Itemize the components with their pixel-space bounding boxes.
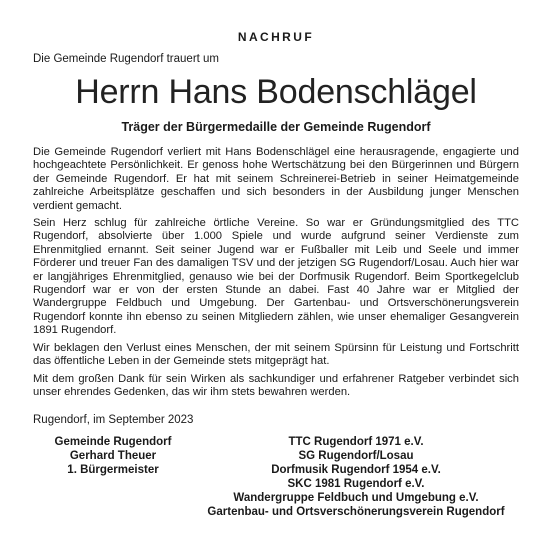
- intro-line: Die Gemeinde Rugendorf trauert um: [33, 53, 220, 65]
- signatory-line: Wandergruppe Feldbuch und Umgebung e.V.: [233, 492, 479, 504]
- signatory-line: SKC 1981 Rugendorf e.V.: [287, 478, 425, 490]
- signatory-line: Dorfmusik Rugendorf 1954 e.V.: [271, 464, 441, 476]
- deceased-name: Herrn Hans Bodenschlägel: [75, 73, 477, 111]
- obituary-body: [33, 146, 519, 403]
- signatory-line: 1. Bürgermeister: [67, 464, 159, 476]
- signatory-line: Gerhard Theuer: [69, 450, 157, 462]
- signatory-line: Gemeinde Rugendorf: [54, 436, 172, 448]
- notice-heading: NACHRUF: [237, 30, 315, 44]
- paragraph-2: Sein Herz schlug für zahlreiche örtliche Vereine. So war er Gründungsmitglied des TTC Rugendorf, absolvierte über 1.000 Spiele und wurde aufgrund seiner Verdienste zum Ehrenmitglied ernannt. Seit seiner Jugend war er Fußballer mit Leib und Seele und immer Förderer und treuer Fan des damaligen TSV und der jetzigen SG Rugendorf/Losau. Auch hier war er langjähriges Ehrenmitglied, genauso wie bei der Dorfmusik Rugendorf. Beim Sportkegelclub Rugendorf war er von der ersten Stunde an dabei. Fast 40 Jahre war er Mitglied der Wandergruppe Feldbuch und Umgebung. Der Gartenbau- und Ortsverschönerungsverein Rugendorf konnte ihn ebenso zu seinen Mitgliedern zählen, wie unser ehemaliger Gesangverein 1891 Rugendorf.: [33, 217, 519, 337]
- signatory-line: TTC Rugendorf 1971 e.V.: [288, 436, 424, 448]
- signatory-line: Gartenbau- und Ortsverschönerungsverein Rugendorf: [207, 506, 505, 518]
- signatories-municipality: [33, 435, 193, 477]
- honor-subtitle: Träger der Bürgermedaille der Gemeinde Rugendorf: [121, 120, 431, 134]
- signatories-clubs: [193, 435, 519, 519]
- place-date: Rugendorf, im September 2023: [33, 414, 194, 426]
- obituary-notice: [33, 0, 519, 546]
- paragraph-3: Wir beklagen den Verlust eines Menschen, der mit seinem Spürsinn für Leistung und Fortschritt das öffentliche Leben in der Gemeinde stets mitgeprägt hat.: [33, 341, 519, 368]
- signatory-line: SG Rugendorf/Losau: [298, 450, 414, 462]
- paragraph-4: Mit dem großen Dank für sein Wirken als sachkundiger und erfahrener Ratgeber verbindet sich unser ehrendes Gedenken, das wir ihm stets bewahren werden.: [33, 372, 519, 398]
- paragraph-1: Die Gemeinde Rugendorf verliert mit Hans Bodenschlägel eine herausragende, engagierte und hochgeachtete Persönlichkeit. Er genoss hohe Wertschätzung bei den Bürgerinnen und Bürgern der Gemeinde Rugendorf. Er hat mit seinem Schreinerei-Betrieb in seiner Heimatgemeinde zahlreiche Arbeitsplätze geschaffen und sich besonders in der Ausbildung junger Menschen verdient gemacht.: [33, 146, 519, 212]
